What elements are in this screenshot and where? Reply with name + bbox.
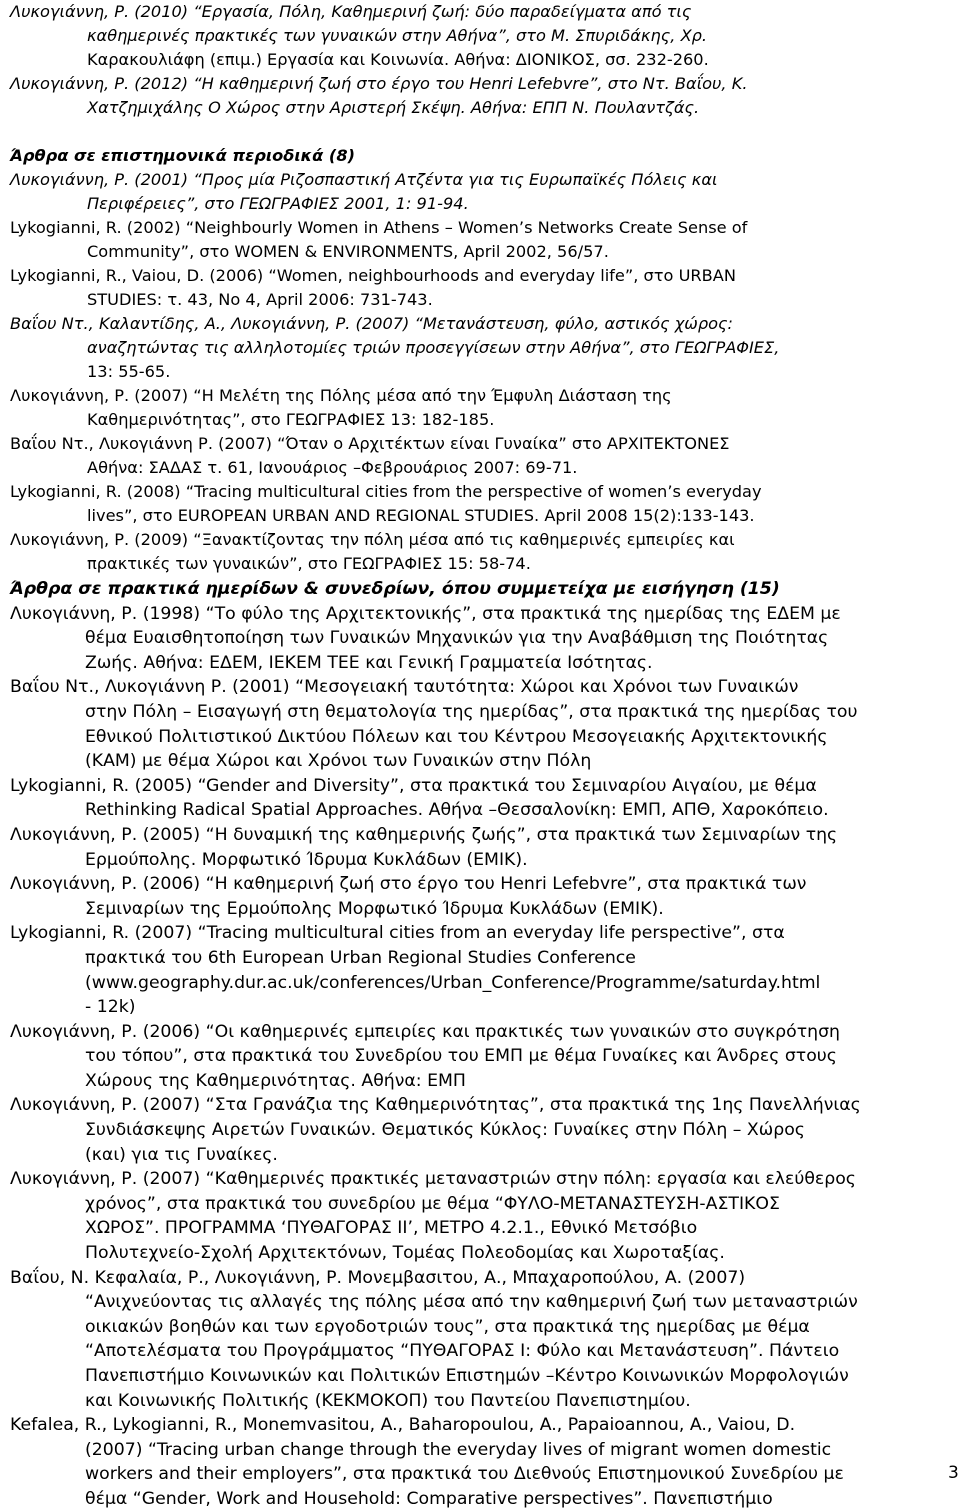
reference-line: “Ανιχνεύοντας τις αλλαγές της πόλης μέσα από την καθημερινή ζωή των μεταναστριών [85,1292,858,1313]
reference-line: Lykogianni, R. (2002) “Neighbourly Women in Athens – Women’s Networks Create Sense of [10,218,748,237]
reference-line: αναζητώντας τις αλληλοτομίες τριών προσεγγίσεων στην Αθήνα”, στο ΓΕΩΓΡΑΦΙΕΣ, [87,338,780,357]
reference-line: Χώρους της Καθημερινότητας. Αθήνα: ΕΜΠ [85,1070,466,1091]
reference-line: στην Πόλη – Εισαγωγή στη θεματολογία της ημερίδας”, στα πρακτικά της ημερίδας του [85,701,858,722]
heading-journal-articles: Άρθρα σε επιστημονικά περιοδικά (8) [10,146,355,165]
reference-line: Λυκογιάννη, Ρ. (2006) “Οι καθημερινές εμπειρίες και πρακτικές των γυναικών στο συγκρότηση [10,1021,840,1042]
reference-line: θέμα Ευαισθητοποίηση των Γυναικών Μηχανικών για την Αναβάθμιση της Ποιότητας [85,628,829,649]
reference-line: Lykogianni, R. (2007) “Tracing multicultural cities from an everyday life perspective”, στα [10,923,785,944]
reference-line: πρακτικά του 6th European Urban Regional Studies Conference [85,947,636,968]
reference-line: workers and their employers”, στα πρακτικά του Διεθνούς Επιστημονικού Συνεδρίου με [85,1464,844,1485]
reference-line: Lykogianni, R., Vaiou, D. (2006) “Women, neighbourhoods and everyday life”, στο URBAN [10,266,736,285]
reference-line: Λυκογιάννη, Ρ. (2007) “Η Μελέτη της Πόλης μέσα από την Έμφυλη Διάσταση της [10,386,672,405]
reference-line: (www.geography.dur.ac.uk/conferences/Urban_Conference/Programme/saturday.html [85,972,821,993]
reference-line: Πολυτεχνείο-Σχολή Αρχιτεκτόνων, Τομέας Πολεοδομίας και Χωροταξίας. [85,1243,725,1264]
reference-line: Λυκογιάννη, Ρ. (2009) “Ξανακτίζοντας την πόλη μέσα από τις καθημερινές εμπειρίες και [10,530,735,549]
reference-line: “Αποτελέσματα του Προγράμματος “ΠΥΘΑΓΟΡΑΣ Ι: Φύλο και Μετανάστευση”. Πάντειο [85,1341,840,1362]
reference-line: Σεμιναρίων της Ερμούπολης Μορφωτικό Ίδρυμα Κυκλάδων (ΕΜΙΚ). [85,898,664,919]
entries-journal-articles [10,168,915,576]
reference-line: Περιφέρειες”, στο ΓΕΩΓΡΑΦΙΕΣ 2001, 1: 91-94. [87,194,469,213]
reference-line: STUDIES: τ. 43, No 4, April 2006: 731-743. [87,290,433,309]
reference-line: πρακτικές των γυναικών”, στο ΓΕΩΓΡΑΦΙΕΣ 15: 58-74. [87,554,531,573]
reference-line: Ερμούπολης. Μορφωτικό Ίδρυμα Κυκλάδων (ΕΜΙΚ). [85,849,528,870]
entries-conference-articles [10,602,915,1512]
reference-line: lives”, στο EUROPEAN URBAN AND REGIONAL STUDIES. April 2008 15(2):133-143. [87,506,755,525]
reference-line: Πανεπιστήμιο Κοινωνικών και Πολιτικών Επιστημών –Κέντρο Κοινωνικών Μορφολογιών [85,1366,849,1386]
reference-line: και Κοινωνικής Πολιτικής (ΚΕΚΜΟΚΟΠ) του Παντείου Πανεπιστημίου. [85,1390,691,1411]
reference-line: Rethinking Radical Spatial Approaches. Αθήνα –Θεσσαλονίκη: ΕΜΠ, ΑΠΘ, Χαροκόπειο. [85,800,829,821]
reference-line: - 12k) [85,997,136,1018]
reference-line: ΧΩΡΟΣ”. ΠΡΟΓΡΑΜΜΑ ‘ΠΥΘΑΓΟΡΑΣ ΙΙ’, ΜΕΤΡΟ 4.2.1., Εθνικό Μετσόβιο [85,1218,698,1239]
bibliography-top [10,0,915,576]
reference-line: οικιακών βοηθών και των εργοδοτριών τους”, στα πρακτικά της ημερίδας με θέμα [85,1316,810,1337]
reference-line: Ζωής. Αθήνα: ΕΔΕΜ, ΙΕΚΕΜ ΤΕΕ και Γενική Γραμματεία Ισότητας. [85,652,653,673]
reference-line: Εθνικού Πολιτιστικού Δικτύου Πόλεων και του Κέντρου Μεσογειακής Αρχιτεκτονικής [85,726,828,747]
entries-chapters [10,0,915,120]
reference-line: (2007) “Tracing urban change through the everyday lives of migrant women domestic [85,1439,832,1460]
reference-line: (και) για τις Γυναίκες. [85,1144,278,1165]
reference-line: Community”, στο WOMEN & ENVIRONMENTS, April 2002, 56/57. [87,242,609,261]
reference-line: Βαΐου Ντ., Λυκογιάννη Ρ. (2007) “Όταν ο Αρχιτέκτων είναι Γυναίκα” στο ΑΡΧΙΤΕΚΤΟΝΕΣ [10,434,730,453]
bibliography-conferences [10,577,915,1512]
reference-line: Συνδιάσκεψης Αιρετών Γυναικών. Θεματικός Κύκλος: Γυναίκες στην Πόλη – Χώρος [85,1120,805,1141]
reference-line: Λυκογιάννη, Ρ. (2012) “Η καθημερινή ζωή στο έργο του Henri Lefebvre”, στο Ντ. Βαΐου, Κ. [10,74,748,93]
reference-line: θέμα “Gender, Work and Household: Comparative perspectives”. Πανεπιστήμιο [85,1488,773,1509]
heading-conference-articles: Άρθρα σε πρακτικά ημερίδων & συνεδρίων, όπου συμμετείχα με εισήγηση (15) [10,579,780,599]
reference-line: Καθημερινότητας”, στο ΓΕΩΓΡΑΦΙΕΣ 13: 182-185. [87,410,495,429]
reference-line: Λυκογιάννη, Ρ. (2007) “Καθημερινές πρακτικές μεταναστριών στην πόλη: εργασία και ελεύθερος [10,1169,856,1190]
reference-line: χρόνος”, στα πρακτικά του συνεδρίου με θέμα “ΦΥΛΟ-ΜΕΤΑΝΑΣΤΕΥΣΗ-ΑΣΤΙΚΟΣ [85,1193,780,1214]
reference-line: 13: 55-65. [87,362,171,381]
reference-line: Lykogianni, R. (2005) “Gender and Diversity”, στα πρακτικά του Σεμιναρίου Αιγαίου, με θέμα [10,775,817,796]
reference-line: Χατζημιχάλης Ο Χώρος στην Αριστερή Σκέψη. Αθήνα: ΕΠΠ Ν. Πουλαντζάς. [87,98,700,117]
reference-line: Kefalea, R., Lykogianni, R., Monemvasitou, A., Baharopoulou, A., Papaioannou, A., Vaiou, D. [10,1415,796,1436]
reference-line: Βαΐου Ντ., Καλαντίδης, Α., Λυκογιάννη, Ρ. (2007) “Μετανάστευση, φύλο, αστικός χώρος: [10,314,733,333]
reference-line: Lykogianni, R. (2008) “Tracing multicultural cities from the perspective of women’s everyday [10,482,762,501]
reference-line: Αθήνα: ΣΑΔΑΣ τ. 61, Ιανουάριος –Φεβρουάριος 2007: 69-71. [87,458,578,477]
page-number: 3 [948,1463,959,1483]
reference-line: Λυκογιάννη, Ρ. (2001) “Προς μία Ριζοσπαστική Ατζέντα για τις Ευρωπαϊκές Πόλεις και [10,170,718,189]
reference-line: Βαΐου Ντ., Λυκογιάννη Ρ. (2001) “Μεσογειακή ταυτότητα: Χώροι και Χρόνοι των Γυναικών [10,677,799,698]
reference-line: Λυκογιάννη, Ρ. (1998) “Το φύλο της Αρχιτεκτονικής”, στα πρακτικά της ημερίδας της ΕΔΕΜ με [10,603,841,624]
reference-line: καθημερινές πρακτικές των γυναικών στην Αθήνα”, στο Μ. Σπυριδάκης, Χρ. [87,26,708,45]
reference-line: Λυκογιάννη, Ρ. (2006) “Η καθημερινή ζωή στο έργο του Henri Lefebvre”, στα πρακτικά των [10,874,807,895]
reference-line: Καρακουλιάφη (επιμ.) Εργασία και Κοινωνία. Αθήνα: ΔΙΟΝΙΚΟΣ, σσ. 232-260. [87,50,709,69]
reference-line: Λυκογιάννη, Ρ. (2007) “Στα Γρανάζια της Καθημερινότητας”, στα πρακτικά της 1ης Πανελλήνιας [10,1095,861,1116]
reference-line: Λυκογιάννη, Ρ. (2005) “Η δυναμική της καθημερινής ζωής”, στα πρακτικά των Σεμιναρίων της [10,824,838,845]
reference-line: (ΚΑΜ) με θέμα Χώροι και Χρόνοι των Γυναικών στην Πόλη [85,751,592,772]
reference-line: Λυκογιάννη, Ρ. (2010) “Εργασία, Πόλη, Καθημερινή ζωή: δύο παραδείγματα από τις [10,2,692,21]
reference-line: Βαΐου, Ν. Κεφαλαία, Ρ., Λυκογιάννη, Ρ. Μονεμβασιτου, Α., Μπαχαροπούλου, Α. (2007) [10,1267,746,1288]
reference-line: του τόπου”, στα πρακτικά του Συνεδρίου του ΕΜΠ με θέμα Γυναίκες και Άνδρες στους [85,1046,837,1067]
